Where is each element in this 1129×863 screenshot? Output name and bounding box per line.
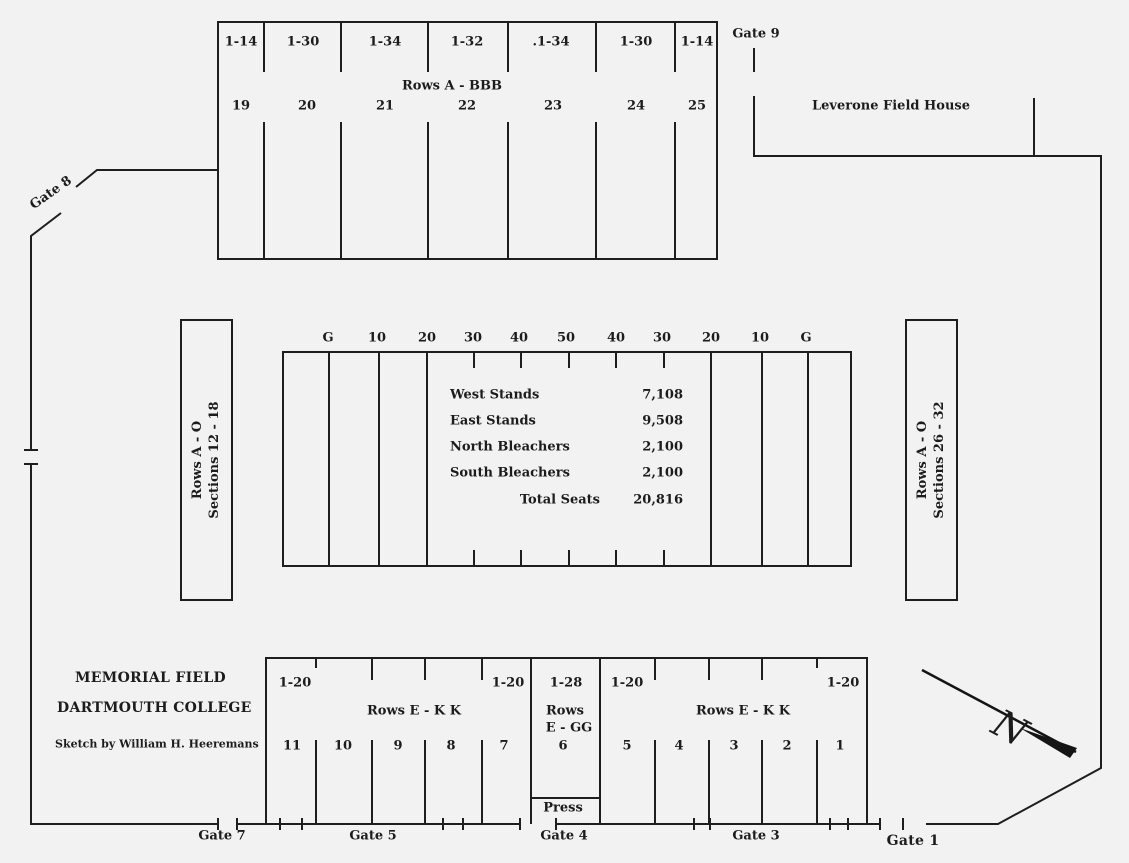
east-rows: Rows A - O [915,420,930,500]
playing-field-outline [283,352,851,566]
section-9: 9 [393,738,403,754]
press-box-label: Press [543,800,583,816]
fence-north-west [76,170,218,187]
yard-label: 50 [556,330,576,346]
yard-label: 40 [606,330,626,346]
yard-label: 20 [417,330,437,346]
west-rows: Rows A - O [190,420,205,500]
seating-label: South Bleachers [450,465,570,481]
seat-range-25: 1-14 [680,34,714,50]
section-24: 24 [626,98,646,114]
yard-label: G [800,330,812,346]
yard-label: 10 [750,330,770,346]
west-bleachers-label [189,401,223,518]
section-20: 20 [297,98,317,114]
east-bleachers-label [914,401,948,518]
south-seat-range: 1-28 [549,675,583,691]
map-title-line-2: DARTMOUTH COLLEGE [57,700,252,716]
seating-value: 2,100 [642,439,683,455]
section-11: 11 [282,738,302,754]
section-1: 1 [835,738,845,754]
map-credit: Sketch by William H. Heeremans [55,737,259,751]
north-stands-outline [218,22,717,259]
yard-ticks [474,352,664,566]
section-5: 5 [622,738,632,754]
gate-3-label: Gate 3 [732,828,780,844]
gate-7-label: Gate 7 [198,828,246,844]
seating-label: North Bleachers [450,439,570,455]
yard-label: 40 [509,330,529,346]
north-rows-label: Rows A - BBB [401,78,503,94]
west-sections: Sections 12 - 18 [207,401,222,519]
yard-label: 20 [701,330,721,346]
gate-8-label: Gate 8 [27,173,75,213]
section-23: 23 [543,98,563,114]
seat-range-21: 1-34 [368,34,402,50]
seat-range-20: 1-30 [286,34,320,50]
yard-label: 10 [367,330,387,346]
east-sections: Sections 26 - 32 [932,401,947,519]
section-6: 6 [558,738,568,754]
fence-west [31,213,61,450]
gate-1-label: Gate 1 [886,833,940,849]
south-seat-range: 1-20 [278,675,312,691]
south-seat-range: 1-20 [491,675,525,691]
section-19: 19 [231,98,251,114]
map-title-line-1: MEMORIAL FIELD [75,670,226,686]
gate-9-label: Gate 9 [732,26,780,42]
south-seat-range: 1-20 [610,675,644,691]
section-21: 21 [375,98,395,114]
seat-range-22: 1-32 [450,34,484,50]
section-10: 10 [333,738,353,754]
seating-value: 7,108 [642,387,683,403]
section-4: 4 [674,738,684,754]
seating-label: East Stands [450,413,536,429]
section-3: 3 [729,738,739,754]
seat-range-24: 1-30 [619,34,653,50]
total-seats-label: Total Seats [519,492,600,508]
section-7: 7 [499,738,509,754]
north-letter: N [984,700,1036,756]
seating-value: 2,100 [642,465,683,481]
south-seat-range: 1-20 [826,675,860,691]
section-25: 25 [687,98,707,114]
seating-value: 9,508 [642,413,683,429]
south-rows-left: Rows E - K K [367,703,461,719]
section-22: 22 [457,98,477,114]
field-house-label: Leverone Field House [812,98,970,114]
gate-4-label: Gate 4 [540,828,588,844]
seat-range-19: 1-14 [224,34,258,50]
gate-5-label: Gate 5 [349,828,397,844]
yard-label: 30 [463,330,483,346]
total-seats-value: 20,816 [633,492,683,508]
section-8: 8 [446,738,456,754]
yard-label: 30 [652,330,672,346]
section-2: 2 [782,738,792,754]
south-rows-center-2: E - GG [545,720,593,736]
south-rows-right: Rows E - K K [696,703,790,719]
seat-range-23: .1-34 [532,34,570,50]
seating-label: West Stands [450,387,540,403]
south-rows-center-1: Rows [546,703,584,719]
yard-label: G [322,330,334,346]
